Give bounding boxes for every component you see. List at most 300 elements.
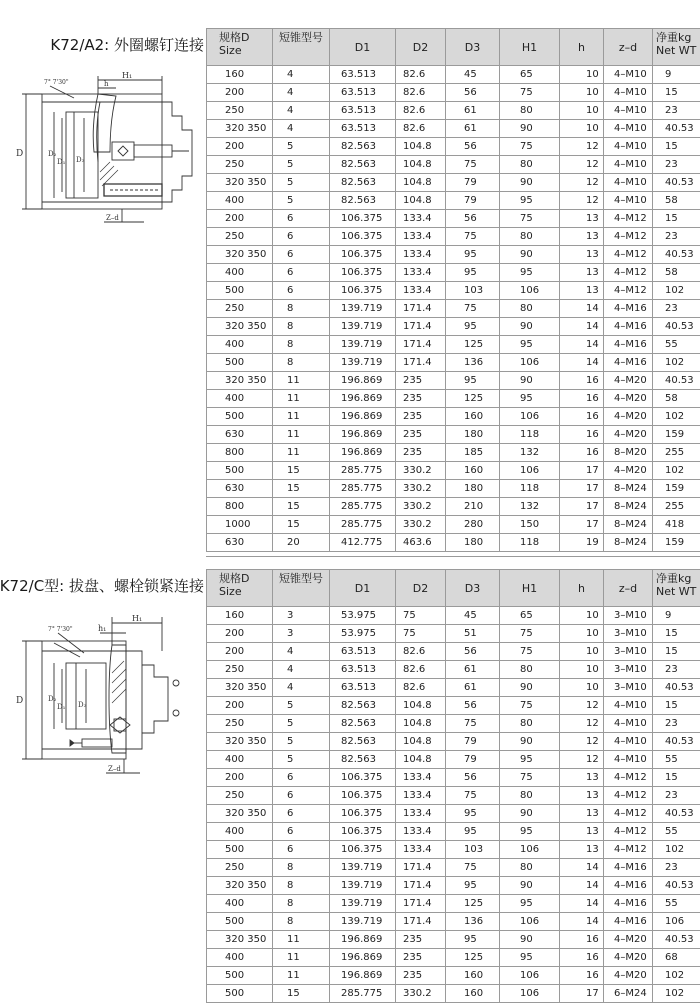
table-cell: 6	[273, 210, 330, 228]
table-row	[207, 300, 700, 318]
table-cell: 200	[207, 643, 273, 661]
table-cell: 10	[560, 607, 604, 625]
table-cell: 180	[446, 534, 500, 552]
table-cell: 200	[207, 769, 273, 787]
table-cell: 4–M16	[604, 336, 653, 354]
table-row	[207, 877, 700, 895]
table-cell: 160	[207, 607, 273, 625]
table-cell: 104.8	[396, 156, 446, 174]
table-cell: 13	[560, 282, 604, 300]
table-cell: 125	[446, 949, 500, 967]
table-row	[207, 679, 700, 697]
table-cell: 11	[273, 967, 330, 985]
table-cell: 82.6	[396, 102, 446, 120]
table-cell: 15	[273, 462, 330, 480]
table-cell: 40.53	[653, 174, 700, 192]
table-cell: 171.4	[396, 318, 446, 336]
table-cell: 106.375	[330, 282, 396, 300]
table-row	[207, 949, 700, 967]
col-size: 规格D Size	[207, 570, 273, 607]
table-cell: 9	[653, 66, 700, 84]
table-cell: 106.375	[330, 246, 396, 264]
table-cell: 250	[207, 228, 273, 246]
table-cell: 106.375	[330, 787, 396, 805]
table-cell: 6	[273, 769, 330, 787]
table-cell: 285.775	[330, 480, 396, 498]
table-cell: 196.869	[330, 408, 396, 426]
table-cell: 4–M20	[604, 426, 653, 444]
table-cell: 17	[560, 480, 604, 498]
table-cell: 17	[560, 498, 604, 516]
table-cell: 196.869	[330, 949, 396, 967]
table-cell: 104.8	[396, 192, 446, 210]
table-cell: 200	[207, 210, 273, 228]
table-cell: 250	[207, 102, 273, 120]
table-cell: 139.719	[330, 336, 396, 354]
table-cell: 4–M16	[604, 354, 653, 372]
table-cell: 500	[207, 913, 273, 931]
table-cell: 80	[500, 715, 560, 733]
table-cell: 400	[207, 895, 273, 913]
table-cell: 235	[396, 408, 446, 426]
table-cell: 61	[446, 120, 500, 138]
table-cell: 133.4	[396, 246, 446, 264]
table-cell: 133.4	[396, 787, 446, 805]
table-cell: 14	[560, 895, 604, 913]
table-row	[207, 264, 700, 282]
table-cell: 125	[446, 336, 500, 354]
table-cell: 400	[207, 949, 273, 967]
d3-label: D₃	[76, 156, 85, 164]
table-cell: 320 350	[207, 733, 273, 751]
table-cell: 171.4	[396, 859, 446, 877]
table-cell: 235	[396, 967, 446, 985]
table-cell: 250	[207, 787, 273, 805]
table-cell: 90	[500, 372, 560, 390]
table-cell: 40.53	[653, 120, 700, 138]
table-cell: 82.563	[330, 138, 396, 156]
table-cell: 10	[560, 679, 604, 697]
table-cell: 4–M10	[604, 192, 653, 210]
table-cell: 15	[653, 84, 700, 102]
table-cell: 160	[446, 462, 500, 480]
table-row	[207, 607, 700, 625]
h1-label: H₁	[132, 614, 143, 623]
table-cell: 400	[207, 823, 273, 841]
table-cell: 400	[207, 751, 273, 769]
table-row	[207, 426, 700, 444]
table-cell: 400	[207, 192, 273, 210]
table-cell: 75	[396, 607, 446, 625]
table-cell: 82.6	[396, 66, 446, 84]
table-cell: 63.513	[330, 120, 396, 138]
table-cell: 106.375	[330, 228, 396, 246]
table-cell: 133.4	[396, 823, 446, 841]
table-cell: 16	[560, 444, 604, 462]
table-cell: 4	[273, 679, 330, 697]
table-cell: 250	[207, 859, 273, 877]
table-cell: 14	[560, 318, 604, 336]
table-cell: 180	[446, 480, 500, 498]
table-cell: 13	[560, 264, 604, 282]
table-header-row	[207, 570, 700, 607]
table-row	[207, 498, 700, 516]
table-cell: 80	[500, 102, 560, 120]
col-zd: z–d	[604, 570, 653, 607]
table-cell: 320 350	[207, 931, 273, 949]
table-row	[207, 913, 700, 931]
table-cell: 3	[273, 607, 330, 625]
table-cell: 90	[500, 120, 560, 138]
table-cell: 250	[207, 661, 273, 679]
table-cell: 40.53	[653, 318, 700, 336]
table-cell: 159	[653, 480, 700, 498]
table-cell: 171.4	[396, 877, 446, 895]
table-cell: 56	[446, 138, 500, 156]
table-cell: 63.513	[330, 66, 396, 84]
table-cell: 330.2	[396, 462, 446, 480]
table-cell: 75	[446, 156, 500, 174]
col-size: 规格D Size	[207, 29, 273, 66]
table-cell: 75	[446, 715, 500, 733]
table-cell: 90	[500, 318, 560, 336]
table-cell: 171.4	[396, 336, 446, 354]
table-row	[207, 372, 700, 390]
table-row	[207, 859, 700, 877]
table-cell: 55	[653, 751, 700, 769]
table-cell: 17	[560, 462, 604, 480]
section-divider	[206, 556, 700, 557]
table-cell: 14	[560, 913, 604, 931]
table-cell: 106	[500, 985, 560, 1003]
table-cell: 500	[207, 967, 273, 985]
table-cell: 79	[446, 174, 500, 192]
table-cell: 160	[446, 967, 500, 985]
table-cell: 4–M12	[604, 228, 653, 246]
table-cell: 133.4	[396, 769, 446, 787]
table-cell: 171.4	[396, 913, 446, 931]
table-cell: 102	[653, 408, 700, 426]
col-taper: 短锥型号	[273, 29, 330, 66]
table-cell: 235	[396, 931, 446, 949]
table-cell: 82.6	[396, 679, 446, 697]
table-row	[207, 228, 700, 246]
table-cell: 8	[273, 913, 330, 931]
table-cell: 139.719	[330, 895, 396, 913]
table-cell: 63.513	[330, 84, 396, 102]
table-cell: 320 350	[207, 679, 273, 697]
table-cell: 103	[446, 841, 500, 859]
table-cell: 80	[500, 859, 560, 877]
angle-label: 7° 7'30"	[48, 626, 73, 633]
table-row	[207, 156, 700, 174]
table-cell: 63.513	[330, 102, 396, 120]
table-cell: 53.975	[330, 607, 396, 625]
table-cell: 15	[653, 210, 700, 228]
table-cell: 90	[500, 679, 560, 697]
table-cell: 95	[446, 372, 500, 390]
table-row	[207, 823, 700, 841]
table-cell: 330.2	[396, 985, 446, 1003]
d-label: D	[16, 149, 24, 159]
table-cell: 58	[653, 264, 700, 282]
table-cell: 118	[500, 426, 560, 444]
col-weight: 净重kg Net WT	[653, 570, 700, 607]
table-cell: 13	[560, 823, 604, 841]
table-cell: 16	[560, 949, 604, 967]
table-row	[207, 138, 700, 156]
table-cell: 106	[500, 408, 560, 426]
table-cell: 10	[560, 102, 604, 120]
table-cell: 79	[446, 192, 500, 210]
table-cell: 82.563	[330, 192, 396, 210]
table-cell: 4–M10	[604, 751, 653, 769]
table-cell: 75	[500, 84, 560, 102]
table-cell: 104.8	[396, 174, 446, 192]
table-cell: 118	[500, 534, 560, 552]
table-cell: 4–M20	[604, 390, 653, 408]
table-cell: 13	[560, 787, 604, 805]
table-cell: 14	[560, 300, 604, 318]
table-cell: 196.869	[330, 931, 396, 949]
table-cell: 63.513	[330, 643, 396, 661]
table-cell: 14	[560, 859, 604, 877]
table-cell: 250	[207, 300, 273, 318]
col-h: h	[560, 570, 604, 607]
table-cell: 11	[273, 949, 330, 967]
table-row	[207, 787, 700, 805]
table-cell: 106.375	[330, 210, 396, 228]
table-row	[207, 715, 700, 733]
table-cell: 255	[653, 498, 700, 516]
table-row	[207, 462, 700, 480]
table-cell: 196.869	[330, 390, 396, 408]
table-cell: 90	[500, 246, 560, 264]
table-cell: 4–M12	[604, 282, 653, 300]
table-cell: 12	[560, 138, 604, 156]
table-cell: 11	[273, 372, 330, 390]
table-cell: 40.53	[653, 679, 700, 697]
table-row	[207, 643, 700, 661]
table-cell: 255	[653, 444, 700, 462]
table-cell: 4–M10	[604, 156, 653, 174]
table-cell: 3–M10	[604, 661, 653, 679]
table-cell: 320 350	[207, 120, 273, 138]
table-cell: 102	[653, 462, 700, 480]
table-cell: 82.563	[330, 697, 396, 715]
table-cell: 250	[207, 715, 273, 733]
table-cell: 4	[273, 643, 330, 661]
table-cell: 103	[446, 282, 500, 300]
table-cell: 4–M12	[604, 264, 653, 282]
table-cell: 61	[446, 661, 500, 679]
chuck-drawing-c	[14, 613, 199, 788]
table-cell: 500	[207, 282, 273, 300]
table-cell: 5	[273, 715, 330, 733]
table-cell: 139.719	[330, 877, 396, 895]
table-cell: 3–M10	[604, 643, 653, 661]
table-cell: 15	[273, 480, 330, 498]
table-cell: 40.53	[653, 805, 700, 823]
table-cell: 3	[273, 625, 330, 643]
table-cell: 23	[653, 859, 700, 877]
table-cell: 139.719	[330, 300, 396, 318]
table-cell: 180	[446, 426, 500, 444]
table-cell: 3–M10	[604, 625, 653, 643]
col-zd: z–d	[604, 29, 653, 66]
table-cell: 5	[273, 192, 330, 210]
table-cell: 75	[446, 300, 500, 318]
table-cell: 136	[446, 354, 500, 372]
table-cell: 8	[273, 318, 330, 336]
table-row	[207, 246, 700, 264]
table-row	[207, 733, 700, 751]
section-title: K72/A2: 外圈螺钉连接	[50, 36, 204, 54]
table-cell: 133.4	[396, 228, 446, 246]
table-cell: 630	[207, 426, 273, 444]
table-cell: 13	[560, 805, 604, 823]
table-row	[207, 282, 700, 300]
table-cell: 17	[560, 985, 604, 1003]
table-cell: 75	[500, 769, 560, 787]
table-cell: 106	[500, 967, 560, 985]
table-cell: 68	[653, 949, 700, 967]
table-cell: 330.2	[396, 516, 446, 534]
table-cell: 15	[653, 643, 700, 661]
table-cell: 56	[446, 84, 500, 102]
table-cell: 95	[500, 264, 560, 282]
spec-table-c	[206, 569, 700, 1003]
table-cell: 106.375	[330, 823, 396, 841]
table-cell: 235	[396, 372, 446, 390]
table-cell: 6	[273, 264, 330, 282]
section-title: K72/C型: 拔盘、螺栓锁紧连接	[0, 577, 204, 595]
table-body	[207, 66, 700, 552]
table-cell: 139.719	[330, 913, 396, 931]
table-cell: 200	[207, 138, 273, 156]
table-cell: 106	[500, 282, 560, 300]
table-cell: 320 350	[207, 174, 273, 192]
d3-label: D₃	[78, 701, 87, 709]
table-cell: 6	[273, 246, 330, 264]
table-cell: 95	[446, 931, 500, 949]
table-cell: 16	[560, 408, 604, 426]
table-cell: 79	[446, 751, 500, 769]
table-cell: 95	[446, 264, 500, 282]
table-cell: 82.563	[330, 156, 396, 174]
table-cell: 133.4	[396, 841, 446, 859]
table-cell: 104.8	[396, 697, 446, 715]
table-cell: 63.513	[330, 679, 396, 697]
table-cell: 106	[653, 913, 700, 931]
table-cell: 133.4	[396, 210, 446, 228]
table-cell: 15	[273, 498, 330, 516]
chuck-drawing-a2	[14, 72, 199, 247]
zd-label: Z–d	[106, 214, 119, 222]
table-cell: 5	[273, 733, 330, 751]
table-cell: 285.775	[330, 985, 396, 1003]
table-cell: 12	[560, 697, 604, 715]
table-cell: 82.6	[396, 643, 446, 661]
h-label: h₁	[98, 624, 107, 633]
table-cell: 95	[500, 751, 560, 769]
table-cell: 159	[653, 534, 700, 552]
table-cell: 40.53	[653, 733, 700, 751]
table-cell: 106	[500, 913, 560, 931]
section-k72-a2	[0, 28, 700, 556]
table-cell: 210	[446, 498, 500, 516]
table-cell: 63.513	[330, 661, 396, 679]
table-cell: 159	[653, 426, 700, 444]
table-cell: 136	[446, 913, 500, 931]
table-cell: 139.719	[330, 354, 396, 372]
table-cell: 82.6	[396, 84, 446, 102]
table-cell: 800	[207, 498, 273, 516]
table-cell: 4	[273, 102, 330, 120]
table-cell: 4–M20	[604, 949, 653, 967]
table-cell: 80	[500, 300, 560, 318]
table-row	[207, 985, 700, 1003]
table-cell: 56	[446, 769, 500, 787]
table-cell: 95	[500, 949, 560, 967]
table-row	[207, 84, 700, 102]
table-cell: 12	[560, 715, 604, 733]
table-cell: 4–M12	[604, 823, 653, 841]
table-row	[207, 534, 700, 552]
table-cell: 8	[273, 354, 330, 372]
table-cell: 171.4	[396, 895, 446, 913]
table-cell: 90	[500, 877, 560, 895]
table-cell: 16	[560, 967, 604, 985]
table-cell: 133.4	[396, 282, 446, 300]
table-cell: 10	[560, 84, 604, 102]
table-cell: 185	[446, 444, 500, 462]
table-cell: 6	[273, 282, 330, 300]
table-cell: 40.53	[653, 931, 700, 949]
table-cell: 132	[500, 444, 560, 462]
table-cell: 106.375	[330, 805, 396, 823]
table-cell: 4–M20	[604, 408, 653, 426]
table-row	[207, 120, 700, 138]
table-cell: 19	[560, 534, 604, 552]
table-cell: 15	[273, 516, 330, 534]
table-cell: 79	[446, 733, 500, 751]
table-cell: 3–M10	[604, 679, 653, 697]
table-cell: 82.6	[396, 120, 446, 138]
table-row	[207, 769, 700, 787]
table-cell: 171.4	[396, 354, 446, 372]
table-cell: 80	[500, 156, 560, 174]
table-cell: 10	[560, 661, 604, 679]
table-cell: 75	[446, 859, 500, 877]
table-cell: 56	[446, 210, 500, 228]
table-cell: 6	[273, 805, 330, 823]
table-cell: 330.2	[396, 498, 446, 516]
table-row	[207, 751, 700, 769]
table-row	[207, 895, 700, 913]
table-cell: 250	[207, 156, 273, 174]
table-cell: 463.6	[396, 534, 446, 552]
table-cell: 106.375	[330, 769, 396, 787]
table-cell: 4	[273, 66, 330, 84]
table-cell: 171.4	[396, 300, 446, 318]
col-d3: D3	[446, 570, 500, 607]
d1-label: D₁	[57, 703, 66, 711]
table-cell: 14	[560, 354, 604, 372]
table-cell: 15	[653, 138, 700, 156]
table-cell: 82.6	[396, 661, 446, 679]
table-cell: 23	[653, 661, 700, 679]
